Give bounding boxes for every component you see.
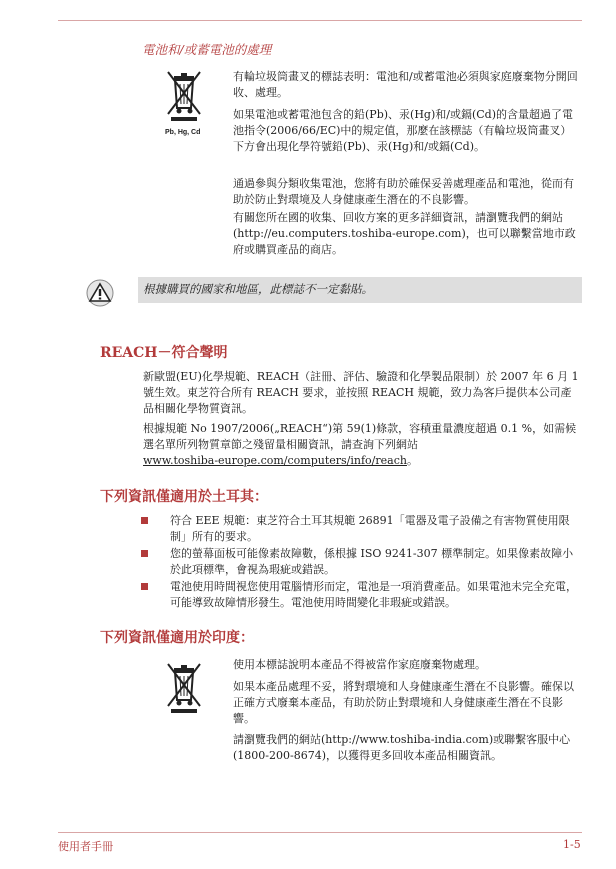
india-text-2: 如果本產品處理不妥，將對環境和人身健康產生潛在不良影響。確保以正確方式廢棄本產品，有助於防止對環境和人身健康產生潛在不良影響。 xyxy=(233,680,574,725)
india-paragraph-3 xyxy=(233,732,579,764)
india-paragraph-1 xyxy=(233,657,579,673)
turkey-bullet-text-3: 電池使用時間視您使用電腦情形而定，電池是一項消費產品。如果電池未完全充電，可能導致故障情形發生。電池使用時間變化非瑕疵或錯誤。 xyxy=(170,580,577,609)
india-text-3: 請瀏覽我們的網站(http://www.toshiba-india.com)或聯繫客服中心(1800-200-8674)，以獲得更多回收本產品相關資訊。 xyxy=(233,733,571,762)
india-heading: 下列資訊僅適用於印度： xyxy=(100,630,254,646)
crossed-bin-icon xyxy=(160,660,210,716)
battery-text-1: 有輪垃圾筒畫叉的標誌表明：電池和/或蓄電池必須與家庭廢棄物分開回收、處理。 xyxy=(233,70,578,99)
footer-manual-title: 使用者手冊 xyxy=(58,840,113,853)
reach-paragraph-2 xyxy=(143,421,581,469)
turkey-bullet-3 xyxy=(170,579,582,611)
top-rule xyxy=(58,20,582,21)
bullet-marker xyxy=(141,583,148,590)
section-title: 電池和/或蓄電池的處理 xyxy=(142,42,272,57)
bottom-rule xyxy=(58,832,582,833)
crossed-bin-icon xyxy=(160,68,210,140)
battery-paragraph-2 xyxy=(233,107,579,155)
reach-link-suffix: 。 xyxy=(406,454,418,467)
warning-triangle-icon xyxy=(86,279,114,307)
battery-paragraph-3 xyxy=(233,176,579,208)
reach-text-2: 根據規範 No 1907/2006(„REACH“)第 59(1)條款，容積重量濃度超過 0.1 %，如需候選名單所列物質章節之殘留量相關資訊，請查詢下列網站 xyxy=(143,422,577,451)
turkey-bullet-2 xyxy=(170,546,582,578)
bullet-marker xyxy=(141,550,148,557)
chemical-symbols-caption: Pb, Hg, Cd xyxy=(165,129,201,136)
bullet-marker xyxy=(141,517,148,524)
turkey-bullet-text-2: 您的螢幕面板可能像素故障數，係根據 ISO 9241-307 標準制定。如果像素故障小於此項標準，會視為瑕疵或錯誤。 xyxy=(170,547,574,576)
battery-text-3: 通過參與分類收集電池，您將有助於確保妥善處理產品和電池，從而有助於防止對環境及人身健康產生潛在的不良影響。 xyxy=(233,177,574,206)
india-text-1: 使用本標誌說明本產品不得被當作家庭廢棄物處理。 xyxy=(233,658,486,671)
note-text: 根據購買的國家和地區，此標誌不一定黏貼。 xyxy=(143,282,373,296)
reach-paragraph-1 xyxy=(143,369,581,417)
turkey-bullet-text-1: 符合 EEE 規範：東芝符合土耳其規範 26891「電器及電子設備之有害物質使用限制」所有的要求。 xyxy=(170,514,570,543)
turkey-bullet-1 xyxy=(170,513,582,545)
battery-paragraph-1 xyxy=(233,69,579,101)
reach-heading: REACH－符合聲明 xyxy=(100,345,228,361)
battery-text-2: 如果電池或蓄電池包含的鉛(Pb)、汞(Hg)和/或鎘(Cd)的含量超過了電池指令(2006/66/EC)中的規定值，那麼在該標誌（有輪垃圾筒畫叉）下方會出現化學符號鉛(Pb)、汞(Hg)和/或鎘(Cd)。 xyxy=(233,108,573,153)
footer-page-number: 1-5 xyxy=(563,838,581,851)
turkey-heading: 下列資訊僅適用於土耳其： xyxy=(100,489,268,505)
battery-text-4: 有關您所在國的收集、回收方案的更多詳細資訊，請瀏覽我們的網站(http://eu.computers.toshiba-europe.com)，也可以聯繫當地市政府或購買產品的商店。 xyxy=(233,211,576,256)
india-paragraph-2 xyxy=(233,679,579,727)
reach-text-1: 新歐盟(EU)化學規範、REACH（註冊、評估、驗證和化學製品限制）於 2007 年 6 月 1 號生效。東芝符合所有 REACH 要求，並按照 REACH 規範，致力為客戶提供本公司產品相關化學物質資訊。 xyxy=(143,370,579,415)
reach-link[interactable]: www.toshiba-europe.com/computers/info/reach xyxy=(143,454,407,467)
battery-paragraph-4 xyxy=(233,210,579,258)
